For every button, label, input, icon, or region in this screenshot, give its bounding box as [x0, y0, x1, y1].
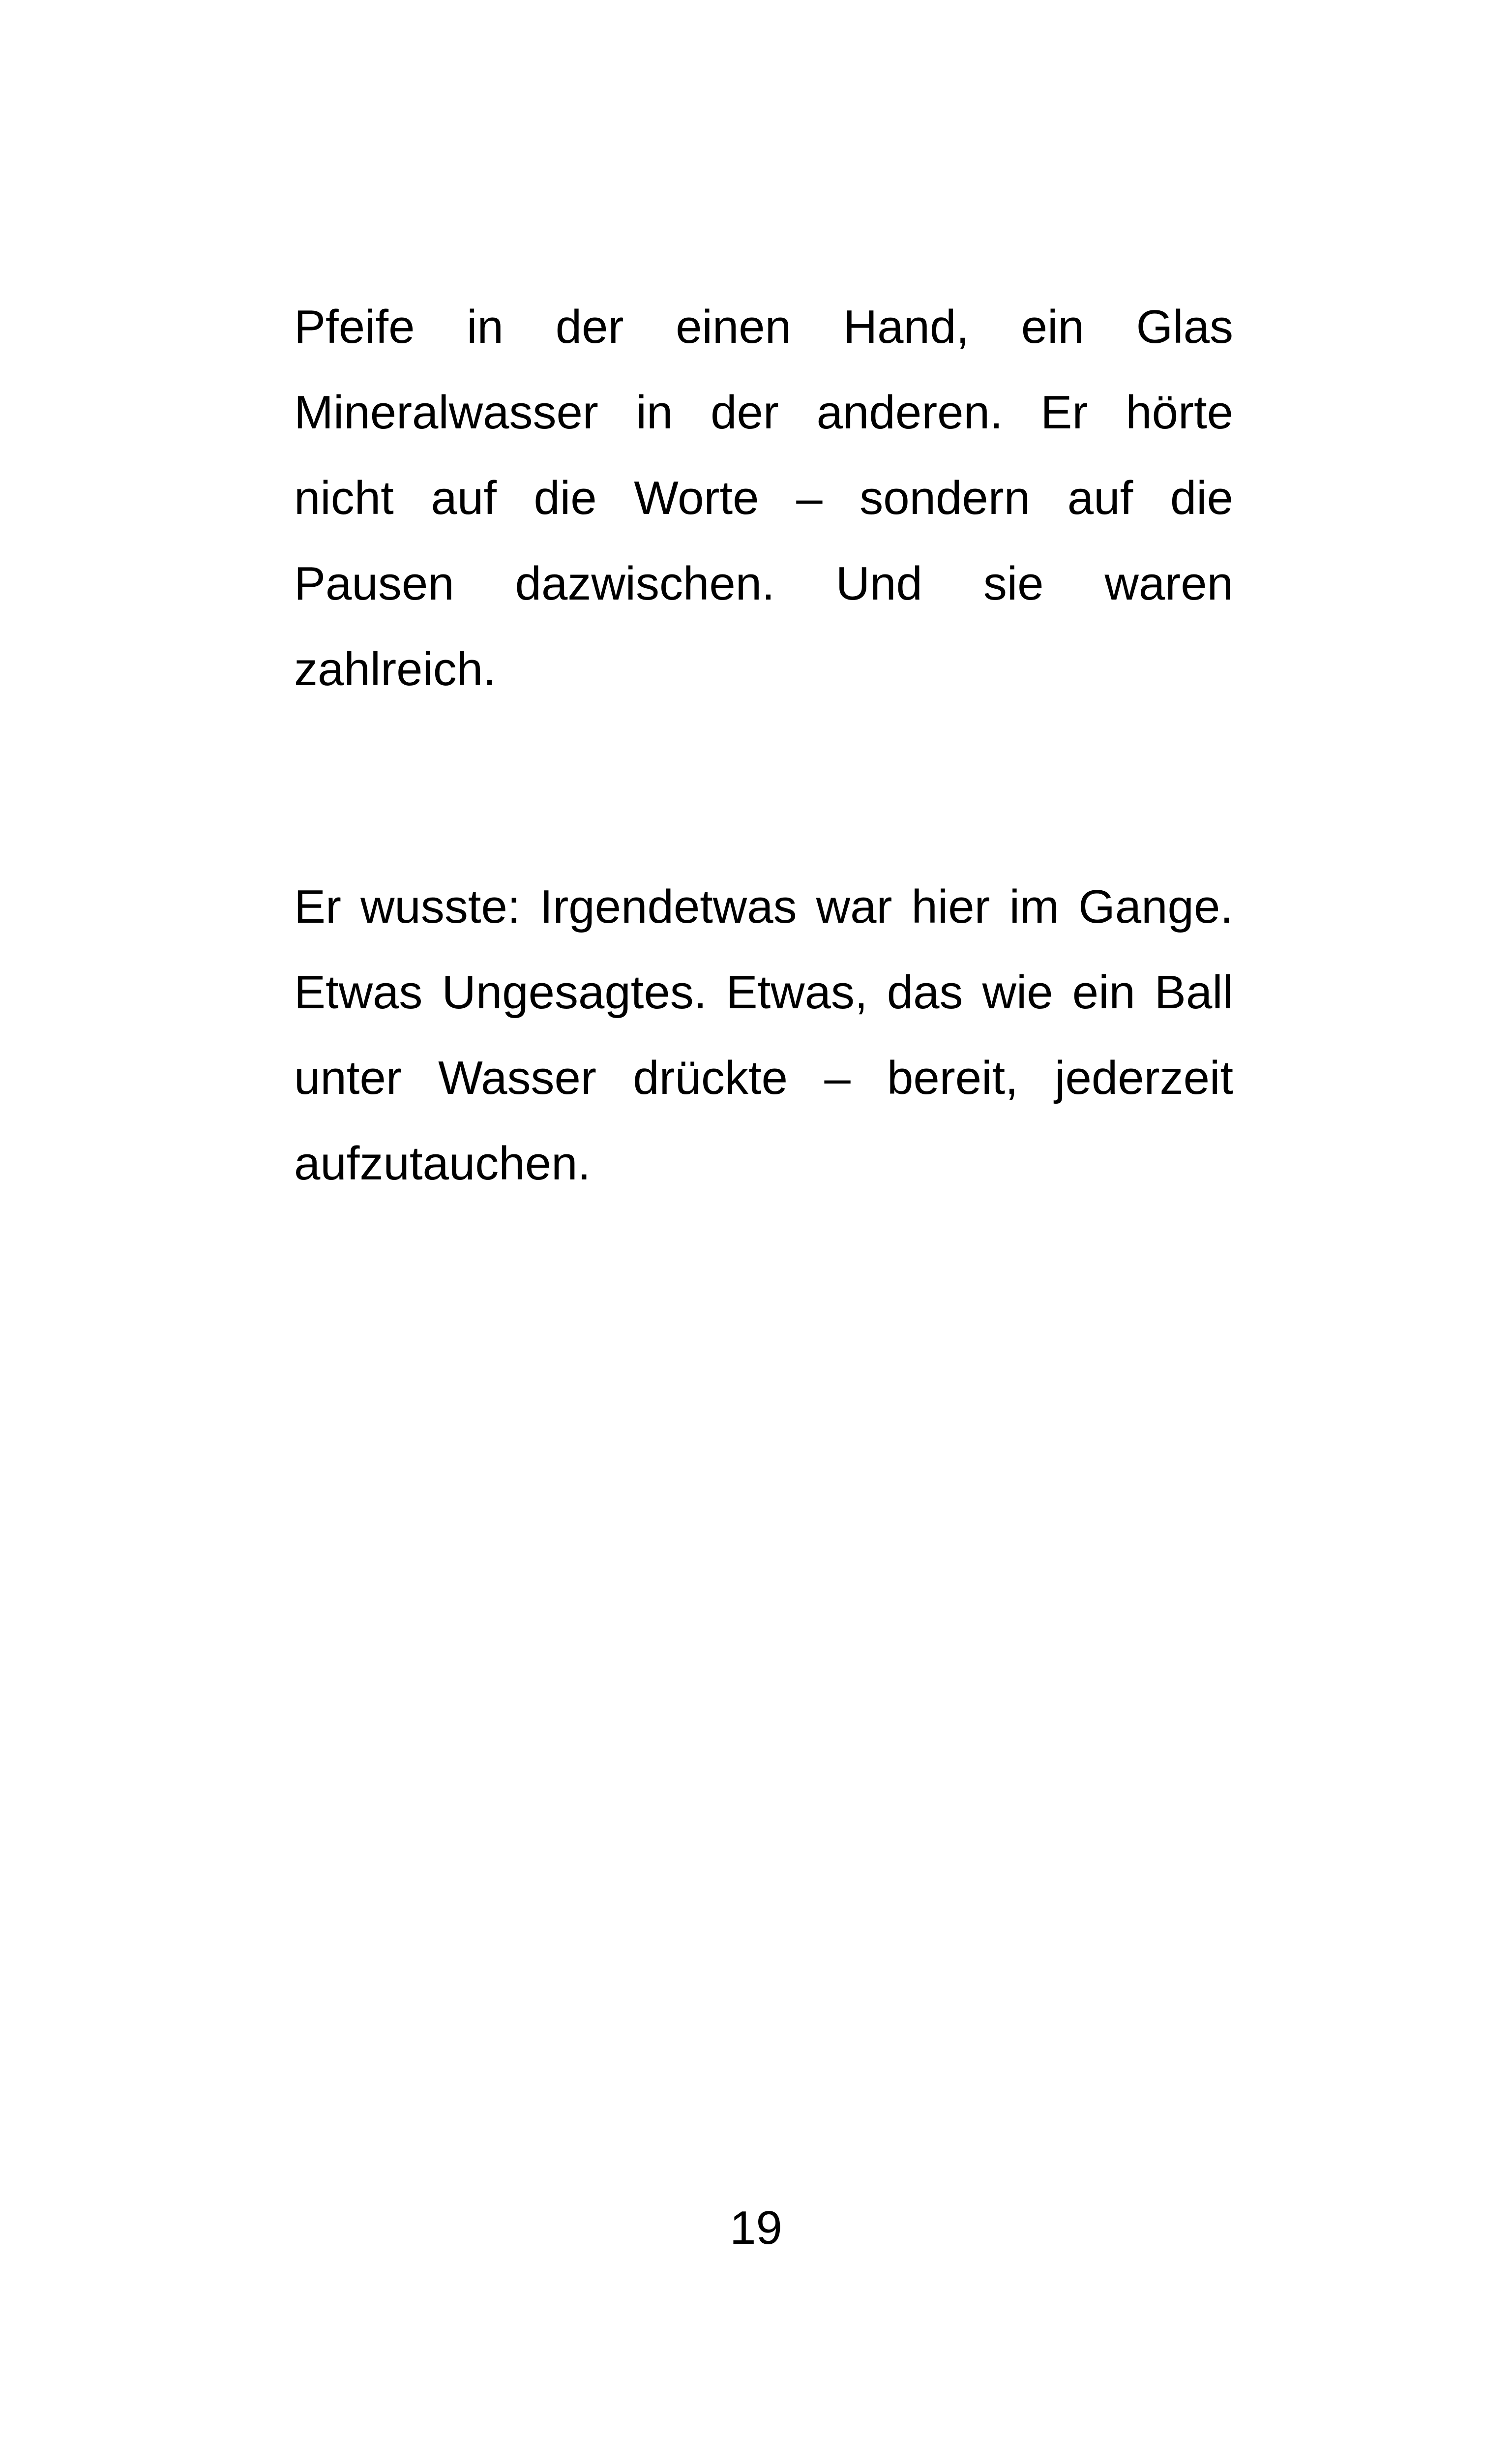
- page-number: 19: [730, 2202, 782, 2254]
- paragraph-line: zahlreich.: [294, 643, 496, 695]
- paragraph-1: [294, 284, 1233, 712]
- paragraph-line: Er wusste: Irgendetwas war hier im Gange.: [294, 880, 1233, 933]
- paragraph-line: Etwas Ungesagtes. Etwas, das wie ein Ball: [294, 966, 1233, 1019]
- paragraph-line: Pfeife in der einen Hand, ein Glas: [294, 301, 1233, 353]
- paragraph-line: Pausen dazwischen. Und sie waren: [294, 557, 1233, 610]
- paragraph-line: aufzutauchen.: [294, 1137, 591, 1190]
- paragraph-line: Mineralwasser in der anderen. Er hörte: [294, 386, 1233, 439]
- paragraph-2: [294, 864, 1233, 1206]
- paragraph-line: nicht auf die Worte – sondern auf die: [294, 472, 1233, 524]
- paragraph-line: unter Wasser drückte – bereit, jederzeit: [294, 1052, 1233, 1104]
